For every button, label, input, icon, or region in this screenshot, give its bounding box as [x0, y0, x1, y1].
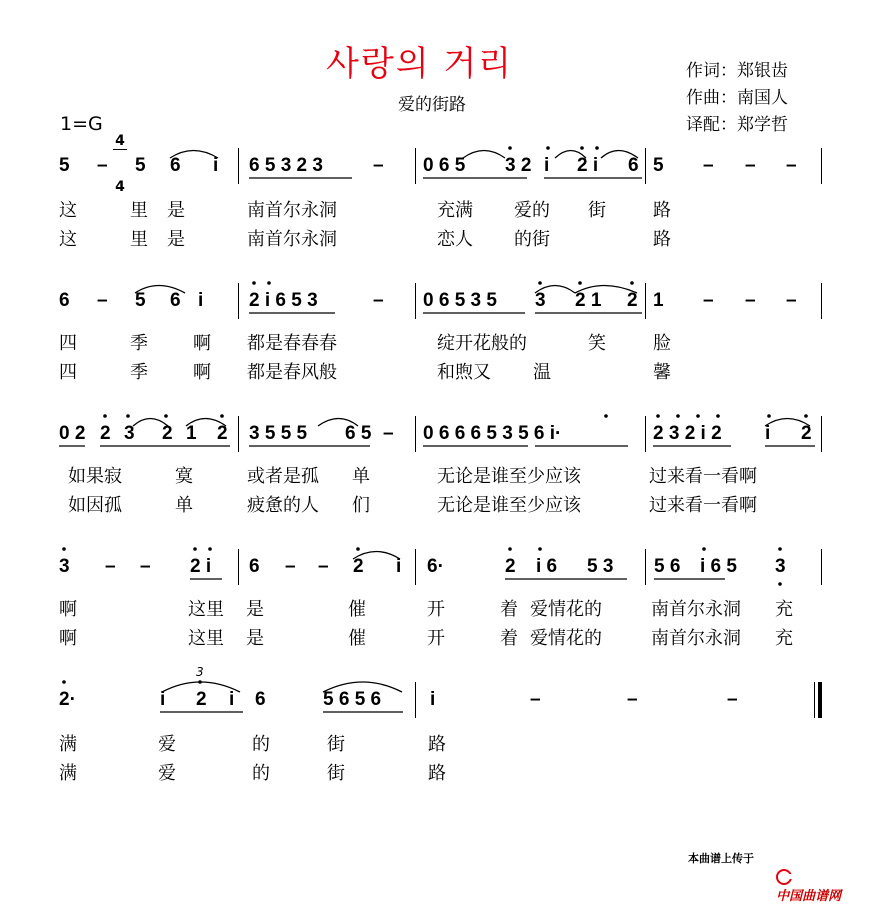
lyric-verse-2: 这: [59, 229, 77, 250]
site-logo: [766, 847, 841, 904]
note-group: –: [786, 290, 797, 311]
slur: [353, 552, 400, 560]
upload-note: 本曲谱上传于: [688, 852, 754, 865]
lyric-verse-2: 四: [59, 362, 77, 383]
lyric-verse-2: 恋人: [437, 229, 473, 250]
lyric-verse-2: 这里: [188, 628, 224, 649]
lyric-verse-1: 绽开花般的: [437, 333, 527, 354]
slur: [323, 682, 402, 692]
song-subtitle: 爱的街路: [398, 95, 466, 115]
time-signature-top: 4: [113, 134, 127, 150]
note-group: 0 6 5: [423, 155, 466, 176]
note-group: 2: [627, 290, 638, 311]
note-group: –: [318, 556, 329, 577]
note-group: –: [383, 423, 394, 444]
lyric-verse-2: 季: [130, 362, 148, 383]
lyric-verse-2: 都是春风般: [247, 362, 337, 383]
note-group: –: [285, 556, 296, 577]
slur: [170, 151, 218, 159]
site-name: 中国曲谱网: [776, 889, 842, 904]
note-group: 0 6 6 6 5 3 5 6 i·: [423, 423, 562, 444]
lyric-verse-2: 温: [533, 362, 551, 383]
lyric-verse-1: 无论是谁至少应该: [437, 466, 581, 487]
time-signature-bottom: 4: [115, 179, 125, 195]
note-group: 3: [775, 556, 786, 577]
note-group: 5 6: [654, 556, 681, 577]
note-group: 6: [249, 556, 260, 577]
note-group: 6·: [427, 556, 444, 577]
note-group: –: [703, 155, 714, 176]
lyric-verse-1: 啊: [193, 333, 211, 354]
lyric-verse-2: 催: [348, 628, 366, 649]
slur: [162, 682, 240, 692]
lyric-verse-1: 过来看一看啊: [649, 466, 757, 487]
lyric-verse-1: 街: [327, 734, 345, 755]
lyric-verse-1: 爱的: [514, 200, 550, 221]
lyric-verse-2: 疲惫的人: [247, 495, 319, 516]
note-group: 6: [170, 155, 181, 176]
note-group: –: [373, 290, 384, 311]
lyric-verse-2: 是: [167, 229, 185, 250]
lyric-verse-1: 南首尔永洞: [247, 200, 337, 221]
note-group: –: [97, 155, 108, 176]
note-group: 2: [801, 423, 812, 444]
note-group: 3 2: [505, 155, 532, 176]
lyric-verse-2: 爱: [158, 763, 176, 784]
lyric-verse-2: 单: [175, 495, 193, 516]
note-group: 2: [353, 556, 364, 577]
lyric-verse-2: 的街: [514, 229, 550, 250]
note-group: 3: [59, 556, 70, 577]
lyric-verse-2: 和煦又: [437, 362, 491, 383]
lyric-verse-2: 开: [427, 628, 445, 649]
note-group: 3 5 5 5: [249, 423, 308, 444]
slur: [555, 151, 586, 159]
lyric-verse-2: 馨: [653, 362, 671, 383]
lyric-verse-2: 街: [327, 763, 345, 784]
note-group: 6 5 3 2 3: [249, 155, 323, 176]
note-group: 2 3 2 i 2: [653, 423, 722, 444]
note-group: 0 2: [59, 423, 86, 444]
slur: [135, 286, 185, 294]
note-group: –: [97, 290, 108, 311]
note-group: –: [727, 689, 738, 710]
lyric-verse-1: 这里: [188, 599, 224, 620]
note-group: –: [745, 155, 756, 176]
note-group: 5: [135, 155, 146, 176]
slur: [535, 286, 575, 294]
lyric-verse-1: 四: [59, 333, 77, 354]
note-group: i: [430, 689, 436, 710]
slur: [133, 419, 168, 427]
slur: [601, 151, 638, 159]
lyric-verse-2: 着: [500, 628, 518, 649]
note-group: 2 1: [575, 290, 602, 311]
song-title: 사랑의 거리: [326, 44, 514, 84]
lyric-verse-1: 着: [500, 599, 518, 620]
slur: [186, 419, 226, 427]
lyric-verse-2: 爱情花的: [530, 628, 602, 649]
note-group: 2·: [59, 689, 76, 710]
composer-credit: 作曲：南国人: [686, 88, 788, 108]
note-group: 2 i: [577, 155, 599, 176]
note-group: 2: [100, 423, 111, 444]
note-group: –: [140, 556, 151, 577]
slur: [318, 419, 358, 427]
note-group: –: [627, 689, 638, 710]
note-group: 5 3: [587, 556, 614, 577]
lyric-verse-1: 充满: [437, 200, 473, 221]
note-group: i: [213, 155, 219, 176]
lyric-verse-1: 充: [775, 599, 793, 620]
note-group: i 6: [536, 556, 558, 577]
triplet-mark: 3: [196, 665, 204, 679]
key-signature: 1=G: [60, 113, 103, 135]
slur: [575, 286, 637, 294]
note-group: 1: [653, 290, 664, 311]
lyric-verse-1: 单: [352, 466, 370, 487]
note-group: –: [703, 290, 714, 311]
lyric-verse-2: 的: [252, 763, 270, 784]
note-group: 5: [653, 155, 664, 176]
note-group: 2 i 6 5 3: [249, 290, 318, 311]
lyric-verse-2: 是: [246, 628, 264, 649]
lyric-verse-1: 满: [59, 734, 77, 755]
lyric-verse-2: 如因孤: [68, 495, 122, 516]
slur: [765, 419, 810, 427]
note-group: i: [396, 556, 402, 577]
slur: [463, 151, 505, 159]
lyric-verse-2: 南首尔永洞: [247, 229, 337, 250]
lyric-verse-1: 笑: [588, 333, 606, 354]
note-group: 6 5: [345, 423, 372, 444]
lyric-verse-1: 或者是孤: [247, 466, 319, 487]
lyric-verse-1: 的: [252, 734, 270, 755]
lyric-verse-2: 们: [352, 495, 370, 516]
lyric-verse-1: 爱情花的: [530, 599, 602, 620]
lyric-verse-1: 街: [588, 200, 606, 221]
note-group: 1: [186, 423, 197, 444]
note-group: –: [373, 155, 384, 176]
lyric-verse-1: 脸: [653, 333, 671, 354]
note-group: 2: [505, 556, 516, 577]
lyric-verse-1: 季: [130, 333, 148, 354]
note-group: –: [745, 290, 756, 311]
lyric-verse-2: 满: [59, 763, 77, 784]
note-group: i: [229, 689, 235, 710]
note-group: 6: [628, 155, 639, 176]
lyric-verse-2: 南首尔永洞: [651, 628, 741, 649]
lyric-verse-2: 啊: [193, 362, 211, 383]
note-group: 2 i: [190, 556, 212, 577]
note-group: i: [544, 155, 550, 176]
lyric-verse-1: 寞: [175, 466, 193, 487]
lyric-verse-1: 爱: [158, 734, 176, 755]
lyric-verse-2: 无论是谁至少应该: [437, 495, 581, 516]
lyricist-credit: 作词：郑银齿: [686, 61, 788, 81]
note-group: 6: [170, 290, 181, 311]
note-group: 5 6 5 6: [323, 689, 382, 710]
note-group: 2: [162, 423, 173, 444]
lyric-verse-2: 充: [775, 628, 793, 649]
lyric-verse-1: 如果寂: [68, 466, 122, 487]
note-group: –: [530, 689, 541, 710]
lyric-verse-1: 这: [59, 200, 77, 221]
site-logo-icon: [776, 869, 792, 885]
note-group: 6: [59, 290, 70, 311]
lyric-verse-2: 啊: [59, 628, 77, 649]
note-group: i 6 5: [700, 556, 737, 577]
note-group: 5: [59, 155, 70, 176]
lyric-verse-2: 路: [653, 229, 671, 250]
note-group: –: [105, 556, 116, 577]
note-group: i: [160, 689, 166, 710]
note-group: 3: [535, 290, 546, 311]
lyric-verse-1: 啊: [59, 599, 77, 620]
lyric-verse-2: 里: [130, 229, 148, 250]
note-group: 5: [135, 290, 146, 311]
note-group: 3: [124, 423, 135, 444]
lyric-verse-1: 是: [246, 599, 264, 620]
note-group: i: [765, 423, 771, 444]
lyric-verse-2: 过来看一看啊: [649, 495, 757, 516]
lyric-verse-2: 路: [428, 763, 446, 784]
note-group: 0 6 5 3 5: [423, 290, 497, 311]
lyric-verse-1: 是: [167, 200, 185, 221]
note-group: 2: [217, 423, 228, 444]
lyric-verse-1: 路: [428, 734, 446, 755]
lyric-verse-1: 路: [653, 200, 671, 221]
lyric-verse-1: 南首尔永洞: [651, 599, 741, 620]
note-group: i: [198, 290, 204, 311]
lyric-verse-1: 里: [130, 200, 148, 221]
lyric-verse-1: 都是春春春: [247, 333, 337, 354]
translator-credit: 译配：郑学哲: [686, 115, 788, 135]
note-group: 6: [255, 689, 266, 710]
lyric-verse-1: 催: [348, 599, 366, 620]
lyric-verse-1: 开: [427, 599, 445, 620]
note-group: 2: [196, 689, 207, 710]
note-group: –: [786, 155, 797, 176]
